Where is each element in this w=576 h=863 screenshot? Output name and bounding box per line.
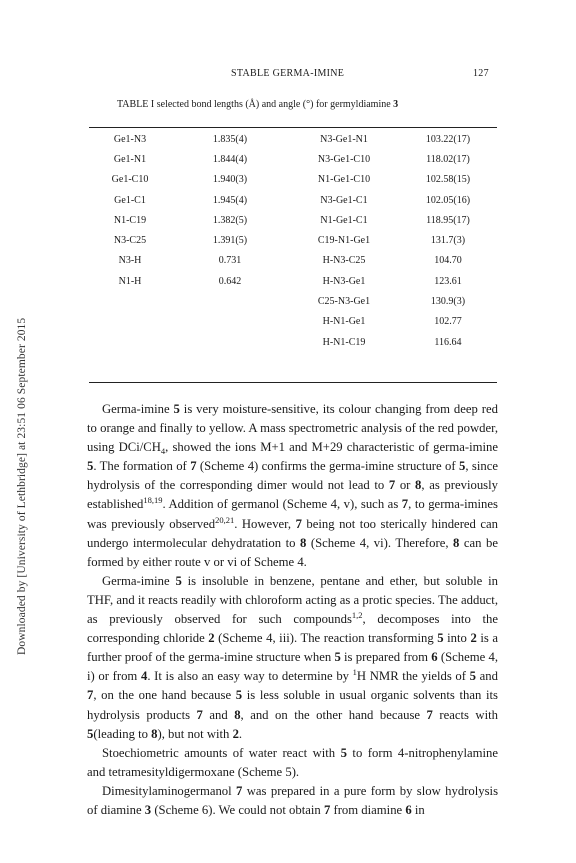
bond-label: Ge1-C1 <box>114 194 146 206</box>
table-row <box>89 312 497 332</box>
page-number: 127 <box>473 68 489 79</box>
text-run: is prepared from <box>340 650 432 665</box>
compound-number: 8 <box>453 535 460 550</box>
bond-label: N1-C19 <box>113 214 147 226</box>
text-run: . Addition of germanol (Scheme 4, v), such as <box>162 497 402 512</box>
superscript: 1 <box>352 667 357 678</box>
text-run: was prepared in a pure form by slow hydrolysis of diamine <box>87 783 499 817</box>
compound-number: 8 <box>415 478 422 493</box>
angle-value: 118.95(17) <box>426 214 470 226</box>
compound-number: 5 <box>334 650 341 665</box>
bond-label: Ge1-C10 <box>111 174 149 186</box>
text-run: , since hydrolysis of the corresponding dimer would not lead to <box>87 459 498 493</box>
table-row <box>89 149 497 169</box>
text-run: (Scheme 4) confirms the germa-imine structure of <box>196 459 459 474</box>
table-row <box>89 230 497 250</box>
text-run: Germa-imine <box>102 402 174 416</box>
text-run: is less soluble in usual organic solvents than its hydrolysis products <box>87 688 498 722</box>
subscript: 4 <box>160 446 166 457</box>
compound-number: 7 <box>401 497 409 512</box>
text-run: (Scheme 4, iii). The reaction transforming <box>214 631 438 646</box>
text-run: is very moisture-sensitive, its colour changing from deep red to orange and finally to yellow. A mass spectrometric analysis of the red powder, using DCi/CH <box>87 402 498 455</box>
angle-label: N3-Ge1-C10 <box>317 153 371 165</box>
table-caption-compound: 3 <box>393 99 399 110</box>
bond-label: Ge1-N1 <box>113 153 147 165</box>
table-row <box>89 271 497 291</box>
text-run: and <box>476 669 498 684</box>
angle-label: N1-Ge1-C10 <box>317 174 371 186</box>
table-row <box>89 251 497 271</box>
text-run: , decomposes into the corresponding chloride <box>87 612 498 646</box>
compound-number: 5 <box>173 402 180 416</box>
text-run: into <box>443 631 471 646</box>
compound-number: 3 <box>144 802 152 817</box>
table-top-rule <box>89 127 497 128</box>
compound-number: 5 <box>87 459 94 474</box>
bond-table <box>89 129 497 352</box>
compound-number: 8 <box>151 726 158 741</box>
table-row <box>89 332 497 352</box>
compound-number: 7 <box>87 688 94 703</box>
text-run: is insoluble in benzene, pentane and ether, but soluble in THF, and it reacts readily with chloroform acting as a protic species. The adduct, as previously observed for such compounds <box>87 573 498 627</box>
compound-number: 5 <box>437 631 444 646</box>
angle-label: H-N1-C19 <box>322 336 366 348</box>
paragraph <box>87 744 498 782</box>
bond-label <box>89 332 171 352</box>
angle-value: 103.22(17) <box>425 133 471 145</box>
compound-number: 7 <box>426 707 433 722</box>
angle-value: 102.77 <box>434 316 462 328</box>
compound-number: 5 <box>340 745 347 760</box>
text-run: ), but not with <box>157 726 233 741</box>
text-run: being not too sterically hindered can undergo intermolecular dehydratation to <box>87 516 498 550</box>
text-run: . The formation of <box>93 459 191 474</box>
compound-number: 5 <box>235 688 243 703</box>
superscript: 20,21 <box>215 514 235 525</box>
angle-value: 131.7(3) <box>430 235 466 247</box>
text-run: . However, <box>234 516 296 531</box>
compound-number: 4 <box>140 669 148 684</box>
angle-label: N3-Ge1-C1 <box>320 194 368 206</box>
angle-label: N3-Ge1-N1 <box>320 133 368 145</box>
table-bottom-rule <box>89 382 497 383</box>
bond-length: 1.382(5) <box>212 214 248 226</box>
angle-value: 102.58(15) <box>425 174 471 186</box>
bond-length: 1.391(5) <box>212 235 248 247</box>
text-run: from diamine <box>330 802 406 817</box>
bond-length: 1.940(3) <box>212 174 248 186</box>
angle-value: 118.02(17) <box>426 153 470 165</box>
table-caption-text: TABLE I selected bond lengths (Å) and angle (°) for germyldiamine <box>117 99 391 110</box>
compound-number: 2 <box>232 726 239 741</box>
superscript: 18,19 <box>143 495 163 506</box>
paragraph <box>87 400 498 572</box>
bond-length <box>171 291 289 311</box>
text-run: , on the one hand because <box>93 688 236 703</box>
bond-label <box>89 291 171 311</box>
text-run: (Scheme 4, i) or from <box>87 650 498 684</box>
angle-label: H-N3-C25 <box>322 255 366 267</box>
text-run: (Scheme 6). We could not obtain <box>151 802 324 817</box>
superscript: 1,2 <box>351 610 363 621</box>
text-run: can be formed by either route v or vi of Scheme 4. <box>87 535 498 569</box>
bond-label: N3-H <box>118 255 142 267</box>
compound-number: 5 <box>459 459 466 474</box>
compound-number: 7 <box>190 459 197 474</box>
compound-number: 8 <box>300 535 307 550</box>
paragraph <box>87 782 498 820</box>
bond-length: 1.945(4) <box>212 194 248 206</box>
text-run: . It is also an easy way to determine by <box>147 669 353 684</box>
compound-number: 8 <box>234 707 241 722</box>
compound-number: 7 <box>236 783 243 798</box>
body-text <box>87 400 498 820</box>
text-run: or <box>395 478 416 493</box>
text-run: is a further proof of the germa-imine structure when <box>87 631 498 665</box>
bond-label: N3-C25 <box>113 235 147 247</box>
text-run: , and on the other hand because <box>240 707 427 722</box>
compound-number: 7 <box>388 478 396 493</box>
table-row <box>89 190 497 210</box>
table-caption <box>117 99 497 110</box>
bond-length <box>171 332 289 352</box>
angle-label: C19-N1-Ge1 <box>317 235 371 247</box>
angle-value: 102.05(16) <box>425 194 471 206</box>
text-run: Stoechiometric amounts of water react with <box>102 745 341 760</box>
compound-number: 7 <box>323 802 331 817</box>
angle-label: H-N1-Ge1 <box>322 316 366 328</box>
angle-value: 130.9(3) <box>430 296 466 308</box>
compound-number: 7 <box>295 516 302 531</box>
angle-value: 116.64 <box>434 336 462 348</box>
compound-number: 5 <box>175 573 182 588</box>
text-run: . <box>238 726 243 741</box>
bond-length <box>171 312 289 332</box>
table-row <box>89 170 497 190</box>
compound-number: 5 <box>469 669 477 684</box>
bond-length: 1.835(4) <box>212 133 248 145</box>
bond-length: 0.642 <box>218 275 242 287</box>
angle-label: N1-Ge1-C1 <box>320 214 368 226</box>
paragraph <box>87 572 498 744</box>
download-watermark: Downloaded by [University of Lethbridge] at 23:51 06 September 2015 <box>16 317 28 655</box>
table-row <box>89 291 497 311</box>
compound-number: 2 <box>470 631 477 646</box>
text-run: , as previously established <box>87 478 498 512</box>
bond-length: 0.731 <box>218 255 242 267</box>
bond-label: Ge1-N3 <box>113 133 147 145</box>
text-run: in <box>411 802 425 817</box>
compound-number: 5 <box>87 726 94 741</box>
text-run: Dimesitylaminogermanol <box>102 783 237 798</box>
compound-number: 6 <box>431 650 438 665</box>
table-row <box>89 129 497 149</box>
running-title: STABLE GERMA-IMINE <box>231 68 345 79</box>
text-run: (leading to <box>93 726 152 741</box>
text-run: Germa-imine <box>102 573 176 588</box>
compound-number: 6 <box>405 802 412 817</box>
compound-number: 7 <box>196 707 203 722</box>
text-run: , showed the ions M+1 and M+29 characteristic of germa-imine <box>165 440 498 455</box>
angle-label: C25-N3-Ge1 <box>317 296 371 308</box>
text-run: , to germa-imines was previously observed <box>87 497 498 531</box>
angle-label: H-N3-Ge1 <box>322 275 366 287</box>
bond-label: N1-H <box>118 275 142 287</box>
compound-number: 2 <box>208 631 215 646</box>
text-run: (Scheme 4, vi). Therefore, <box>306 535 454 550</box>
text-run: reacts with <box>432 707 498 722</box>
bond-label <box>89 312 171 332</box>
bond-length: 1.844(4) <box>212 153 248 165</box>
text-run: H NMR the yields of <box>356 669 470 684</box>
angle-value: 104.70 <box>434 255 462 267</box>
text-run: and <box>202 707 235 722</box>
angle-value: 123.61 <box>434 275 462 287</box>
text-run: to form 4-nitrophenylamine and tetramesityldigermoxane (Scheme 5). <box>87 745 498 779</box>
table-row <box>89 210 497 230</box>
